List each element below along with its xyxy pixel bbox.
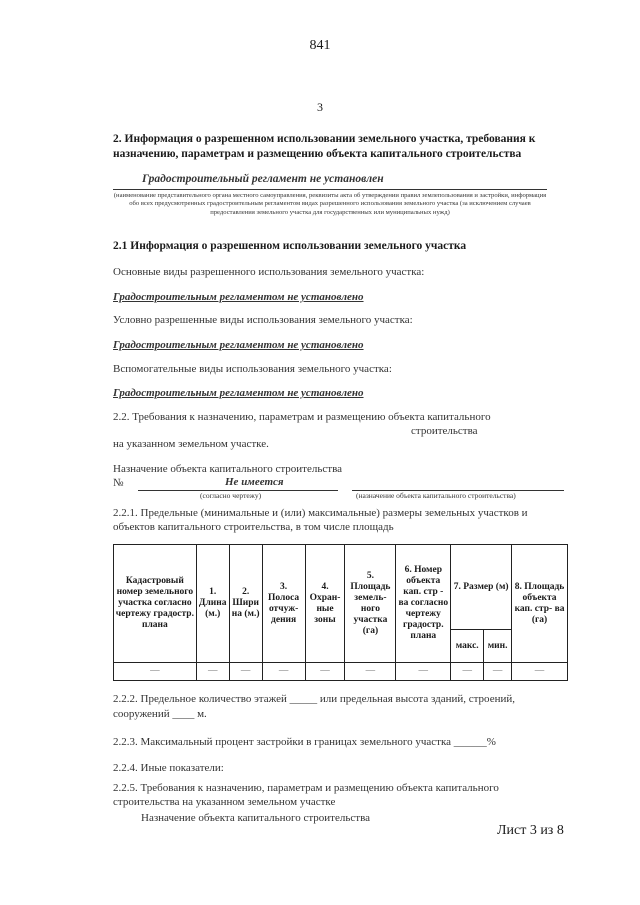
table-cell: — <box>484 663 512 681</box>
auxiliary-uses-label: Вспомогательные виды использования земельного участка: <box>113 363 392 375</box>
table-cell: — <box>262 663 305 681</box>
paragraph-223: 2.2.3. Максимальный процент застройки в границах земельного участка ______% <box>113 736 496 748</box>
header-alienation: 3. Полоса отчуж- дения <box>262 545 305 663</box>
sheet-counter: Лист 3 из 8 <box>497 823 564 838</box>
page-number-sub: 3 <box>317 100 323 114</box>
header-cadastral: Кадастровый номер земельного участка согласно чертежу градостр. плана <box>114 545 197 663</box>
header-length: 1. Длина (м.) <box>196 545 229 663</box>
purpose-line <box>352 478 564 491</box>
paragraph-225: 2.2.5. Требования к назначению, параметрам и размещению объекта капитального строительства на указанном земельном участке <box>113 782 499 808</box>
table-cell: — <box>451 663 484 681</box>
paragraph-224: 2.2.4. Иные показатели: <box>113 762 224 774</box>
conditional-uses-value: Градостроительным регламентом не установлено <box>113 339 364 351</box>
regulation-value: Градостроительный регламент не установлен <box>142 173 384 185</box>
parameters-table <box>113 544 568 681</box>
purpose-label: Назначение объекта капитального строительства <box>113 463 343 475</box>
section22-line1: 2.2. Требования к назначению, параметрам и размещению объекта капитального <box>113 411 491 423</box>
section22-line2: на указанном земельном участке. <box>113 438 269 450</box>
table-cell: — <box>345 663 396 681</box>
purpose-label-2: Назначение объекта капитального строительства <box>141 812 371 824</box>
number-sign: № <box>113 477 124 489</box>
header-protected-zones: 4. Охран- ные зоны <box>305 545 345 663</box>
purpose-value: Не имеется <box>225 476 284 488</box>
header-size: 7. Размер (м) <box>451 545 512 630</box>
conditional-uses-label: Условно разрешенные виды использования земельного участка: <box>113 314 413 326</box>
table-cell: — <box>396 663 451 681</box>
header-object-area: 8. Площадь объекта кап. стр- ва (га) <box>512 545 568 663</box>
section21-title: 2.1 Информация о разрешенном использовании земельного участка <box>113 240 467 252</box>
table-cell: — <box>305 663 345 681</box>
caption-right: (назначение объекта капитального строительства) <box>356 491 516 500</box>
main-uses-value: Градостроительным регламентом не установлено <box>113 291 364 303</box>
header-max: макс. <box>451 630 484 663</box>
main-uses-label: Основные виды разрешенного использования земельного участка: <box>113 266 425 278</box>
header-width: 2. Шири на (м.) <box>229 545 262 663</box>
table-cell: — <box>114 663 197 681</box>
table-cell: — <box>512 663 568 681</box>
auxiliary-uses-value: Градостроительным регламентом не установлено <box>113 387 364 399</box>
caption-left: (согласно чертежу) <box>200 491 262 500</box>
section22-line1b: строительства <box>411 425 478 437</box>
page-number-top: 841 <box>309 38 331 53</box>
header-object-number: 6. Номер объекта кап. стр - ва согласно чертежу градостр. плана <box>396 545 451 663</box>
header-area: 5. Площадь земель- ного участка (га) <box>345 545 396 663</box>
divider <box>113 189 547 190</box>
table-cell: — <box>229 663 262 681</box>
paragraph-221: 2.2.1. Предельные (минимальные и (или) максимальные) размеры земельных участков и объектов капитального строительства, в том числе площадь <box>113 507 528 533</box>
section2-title: 2. Информация о разрешенном использовании земельного участка, требования к назначению, параметрам и размещению объекта капитального строительства <box>113 133 536 160</box>
regulation-note: (наименование представительного органа местного самоуправления, реквизиты акта об утверждении правил землепользования и застройки, информация обо всех предусмотренных градостроительным регламентом видах разрешенного использования земельного участка (за исключением случаев предоставления земельного участка для государственных или муниципальных нужд) <box>113 192 547 216</box>
header-min: мин. <box>484 630 512 663</box>
paragraph-222: 2.2.2. Предельное количество этажей _____ или предельная высота зданий, строений, сооружений ____ м. <box>113 693 515 720</box>
table-cell: — <box>196 663 229 681</box>
